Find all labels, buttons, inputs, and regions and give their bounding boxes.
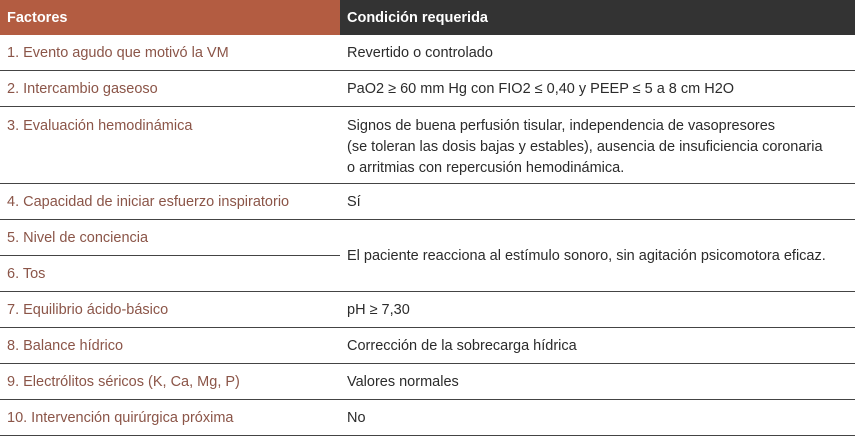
table-row	[0, 35, 855, 71]
table-row	[0, 400, 855, 436]
table-row	[0, 220, 855, 256]
table-row	[0, 71, 855, 107]
condition-cell: pH ≥ 7,30	[340, 292, 855, 328]
factor-cell: 6. Tos	[0, 256, 340, 292]
condition-cell: PaO2 ≥ 60 mm Hg con FIO2 ≤ 0,40 y PEEP ≤ 5 a 8 cm H2O	[340, 71, 855, 107]
table-row	[0, 184, 855, 220]
condition-line: (se toleran las dosis bajas y estables), ausencia de insuficiencia coronaria	[347, 139, 823, 155]
factor-cell: 10. Intervención quirúrgica próxima	[0, 400, 340, 436]
condition-cell: El paciente reacciona al estímulo sonoro, sin agitación psicomotora eficaz.	[340, 220, 855, 292]
factor-cell: 9. Electrólitos séricos (K, Ca, Mg, P)	[0, 364, 340, 400]
condition-cell: Valores normales	[340, 364, 855, 400]
condition-cell	[340, 107, 855, 184]
condition-cell: Corrección de la sobrecarga hídrica	[340, 328, 855, 364]
condition-cell: Revertido o controlado	[340, 35, 855, 71]
table-row	[0, 364, 855, 400]
condition-line: Signos de buena perfusión tisular, independencia de vasopresores	[347, 118, 776, 134]
table-row	[0, 292, 855, 328]
table-header	[0, 0, 855, 35]
factor-cell: 2. Intercambio gaseoso	[0, 71, 340, 107]
condition-line: o arritmias con repercusión hemodinámica.	[347, 160, 625, 176]
header-factors: Factores	[0, 0, 340, 35]
factor-cell: 7. Equilibrio ácido-básico	[0, 292, 340, 328]
factor-cell: 1. Evento agudo que motivó la VM	[0, 35, 340, 71]
factor-cell: 8. Balance hídrico	[0, 328, 340, 364]
factor-cell: 4. Capacidad de iniciar esfuerzo inspiratorio	[0, 184, 340, 220]
table-row	[0, 328, 855, 364]
factor-cell: 5. Nivel de conciencia	[0, 220, 340, 256]
condition-cell: Sí	[340, 184, 855, 220]
condition-cell: No	[340, 400, 855, 436]
table-row	[0, 107, 855, 184]
factor-cell: 3. Evaluación hemodinámica	[0, 107, 340, 184]
header-condition: Condición requerida	[340, 0, 855, 35]
